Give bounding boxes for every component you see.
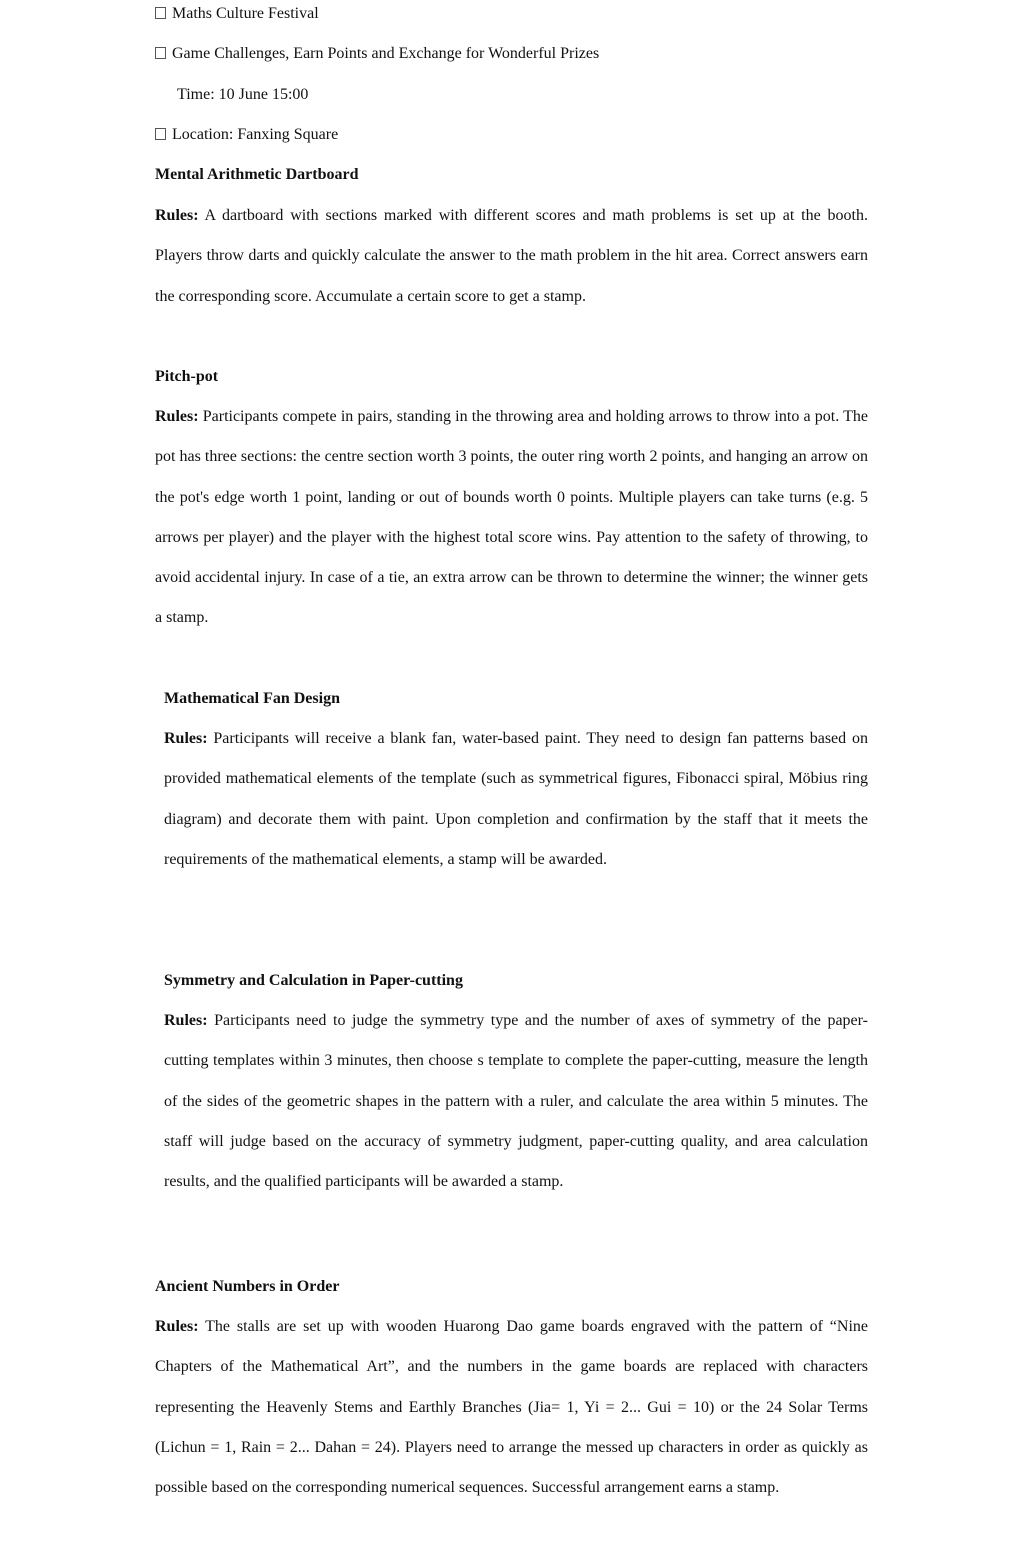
- checkbox-glyph-icon: [155, 7, 166, 19]
- rules-label: Rules:: [155, 207, 199, 224]
- section-title: Pitch-pot: [155, 368, 219, 385]
- festival-subtitle: Game Challenges, Earn Points and Exchange for Wonderful Prizes: [155, 44, 599, 64]
- section-rules: [155, 397, 868, 639]
- rules-label: Rules:: [155, 1318, 199, 1335]
- rules-text: The stalls are set up with wooden Huarong Dao game boards engraved with the pattern of “Nine Chapters of the Mathematical Art”, and the numbers in the game boards are replaced with characters representing the Heavenly Stems and Earthly Branches (Jia= 1, Yi = 2... Gui = 10) or the 24 Solar Terms (Lichun = 1, Rain = 2... Dahan = 24). Players need to arrange the messed up characters in order as quickly as possible based on the corresponding numerical sequences. Successful arrangement earns a stamp.: [155, 1318, 868, 1497]
- section-rules: [164, 719, 868, 880]
- section-rules: [164, 1001, 868, 1202]
- section-rules: [155, 1307, 868, 1508]
- rules-label: Rules:: [164, 730, 208, 747]
- rules-text: A dartboard with sections marked with different scores and math problems is set up at the booth. Players throw darts and quickly calculate the answer to the math problem in the hit area. Correct answers earn the corresponding score. Accumulate a certain score to get a stamp.: [155, 207, 868, 305]
- section-title: Ancient Numbers in Order: [155, 1278, 340, 1295]
- rules-label: Rules:: [155, 408, 199, 425]
- event-location: Location: Fanxing Square: [155, 125, 338, 145]
- section-rules: [155, 196, 868, 317]
- section-title: Mathematical Fan Design: [164, 690, 340, 707]
- rules-text: Participants need to judge the symmetry type and the number of axes of symmetry of the paper-cutting templates within 3 minutes, then choose s template to complete the paper-cutting, measure the length of the sides of the geometric shapes in the pattern with a ruler, and calculate the area within 5 minutes. The staff will judge based on the accuracy of symmetry judgment, paper-cutting quality, and area calculation results, and the qualified participants will be awarded a stamp.: [164, 1012, 868, 1191]
- section-title: Symmetry and Calculation in Paper-cutting: [164, 972, 463, 989]
- section-title: Mental Arithmetic Dartboard: [155, 166, 359, 183]
- rules-text: Participants compete in pairs, standing in the throwing area and holding arrows to throw into a pot. The pot has three sections: the centre section worth 3 points, the outer ring worth 2 points, and hanging an arrow on the pot's edge worth 1 point, landing or out of bounds worth 0 points. Multiple players can take turns (e.g. 5 arrows per player) and the player with the highest total score wins. Pay attention to the safety of throwing, to avoid accidental injury. In case of a tie, an extra arrow can be thrown to determine the winner; the winner gets a stamp.: [155, 408, 868, 627]
- rules-label: Rules:: [164, 1012, 208, 1029]
- rules-text: Participants will receive a blank fan, water-based paint. They need to design fan patterns based on provided mathematical elements of the template (such as symmetrical figures, Fibonacci spiral, Möbius ring diagram) and decorate them with paint. Upon completion and confirmation by the staff that it meets the requirements of the mathematical elements, a stamp will be awarded.: [164, 730, 868, 868]
- checkbox-glyph-icon: [155, 47, 166, 59]
- checkbox-glyph-icon: [155, 128, 166, 140]
- event-time: Time: 10 June 15:00: [177, 86, 309, 103]
- festival-title: Maths Culture Festival: [155, 4, 319, 24]
